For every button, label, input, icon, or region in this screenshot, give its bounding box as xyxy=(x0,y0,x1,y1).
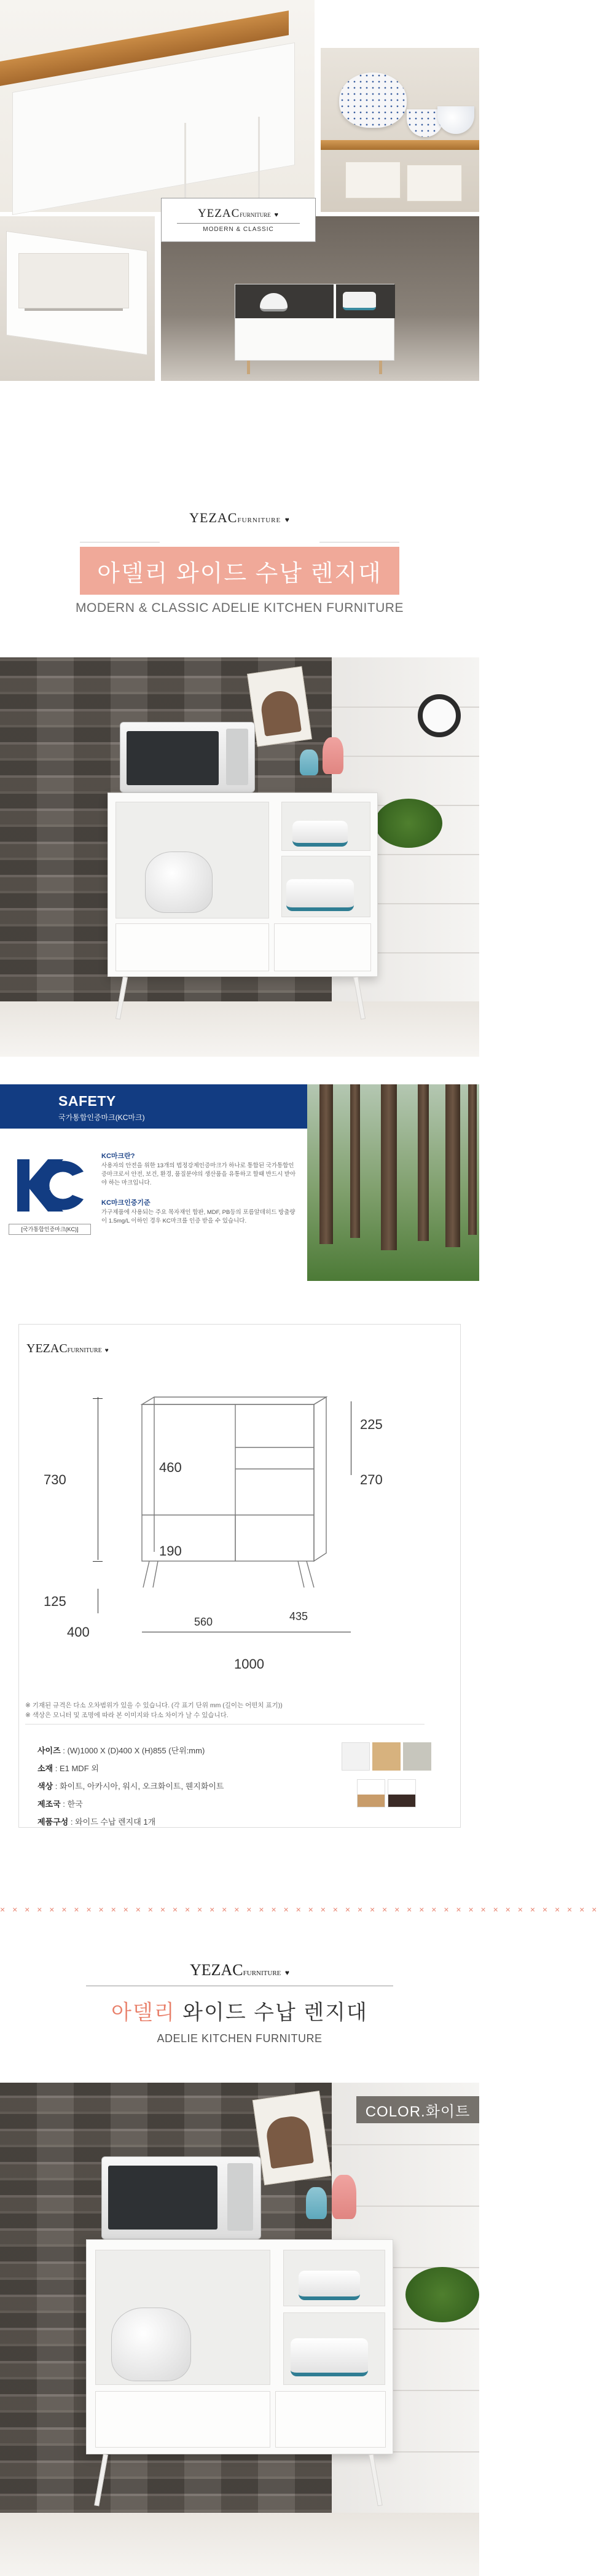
teapot-image xyxy=(339,72,407,128)
product-title-2: 아델리 와이드 수납 렌지대 xyxy=(111,2001,368,2024)
dim-upper-left: 460 xyxy=(159,1460,182,1475)
spec-row-origin: 제조국 : 한국 xyxy=(37,1799,83,1809)
detail-photo-teapot-shelf xyxy=(321,48,479,212)
color-swatch-white xyxy=(342,1742,370,1771)
brand-logo: YEZACFURNITURE ♥ xyxy=(189,510,290,525)
detail-photo-wood-top xyxy=(0,0,315,212)
spec-row-size: 사이즈 : (W)1000 X (D)400 X (H)855 (단위:mm) xyxy=(37,1746,205,1755)
product-title-banner xyxy=(80,547,399,595)
safety-title: SAFETY xyxy=(58,1093,116,1109)
brand-logo: YEZACFURNITURE ♥ xyxy=(26,1342,109,1355)
forest-image xyxy=(307,1084,479,1281)
magazine-image xyxy=(247,666,312,746)
dim-height: 730 xyxy=(44,1472,66,1487)
svg-text:KC: KC xyxy=(49,1189,51,1191)
color-swatch-oak-white xyxy=(357,1779,385,1807)
kc-answer-2: 가구제품에 사용되는 주요 목자재인 합판, MDF, PB등의 포름알데히드 방출량이 1.5mg/L 이하인 경우 KC마크를 인증 받을 수 있습니다. xyxy=(101,1209,296,1224)
safety-subtitle: 국가통합인증마크(KC마크) xyxy=(58,1113,145,1122)
kc-mark-icon xyxy=(11,1153,88,1218)
product-title: 아델리 와이드 수납 렌지대 xyxy=(97,560,382,587)
product-photo-white xyxy=(0,2083,479,2576)
section-divider: × × × × × × × × × × × × × × × × × × × × × × × × × × × × × × × × × × × × × × × × × × × × × × × × × xyxy=(0,1905,599,1914)
dim-width: 1000 xyxy=(234,1656,264,1672)
dimension-drawing xyxy=(105,1392,375,1601)
dim-lower-left: 190 xyxy=(159,1543,182,1559)
microwave-image xyxy=(120,722,255,793)
brand-logo: YEZACFURNITURE ♥ xyxy=(189,1961,290,1979)
collage-tagline: MODERN & CLASSIC xyxy=(203,226,274,233)
detail-photo-drawer xyxy=(0,216,155,381)
collage-brand-badge xyxy=(161,198,316,242)
spec-row-color: 색상 : 화이트, 아카시아, 워시, 오크화이트, 웬지화이트 xyxy=(37,1782,224,1791)
kc-question-2: KC마크인증기준 xyxy=(101,1199,151,1207)
cabinet-image xyxy=(86,2239,393,2454)
dim-right-mid: 270 xyxy=(360,1472,383,1487)
spec-row-contents: 제품구성 : 와이드 수납 렌지대 1개 xyxy=(37,1817,156,1826)
safety-header xyxy=(0,1084,307,1129)
product-subtitle: MODERN & CLASSIC ADELIE KITCHEN FURNITURE xyxy=(76,601,404,615)
hero-collage xyxy=(0,0,479,381)
dim-top-gap: 125 xyxy=(44,1594,66,1609)
cabinet-image xyxy=(108,793,378,977)
color-swatch-acacia xyxy=(372,1742,401,1771)
microwave-image xyxy=(101,2156,261,2239)
size-note-2: ※ 색상은 모니터 및 조명에 따라 본 이미지와 다소 차이가 날 수 있습니다. xyxy=(25,1712,229,1719)
kc-answer-1: 사용자의 안전을 위한 13개의 법정강제인증마크가 하나로 통합된 국가통합인증마크로서 안전, 보건, 환경, 품질분야의 생산품을 유통하고 할때 반드시 받아야 하는 마크입니다. xyxy=(101,1162,296,1186)
dim-inner-width: 560 xyxy=(194,1616,213,1628)
size-spec-section xyxy=(18,1324,461,1828)
dim-right-top: 225 xyxy=(360,1417,383,1432)
kc-caption: [국가통합인증마크(KC)] xyxy=(9,1224,91,1235)
size-note-1: ※ 기재된 규격은 다소 오차범위가 있을 수 있습니다. (각 표기 단위 mm (길이는 어떤치 표기)) xyxy=(25,1702,283,1709)
magazine-image xyxy=(253,2091,331,2185)
color-swatch-wenge-white xyxy=(388,1779,416,1807)
brand-logo: YEZACFURNITURE ♥ xyxy=(197,207,280,220)
color-swatch-wash xyxy=(403,1742,431,1771)
dim-right-width: 435 xyxy=(289,1610,308,1623)
product-subtitle-2: ADELIE KITCHEN FURNITURE xyxy=(157,2032,323,2045)
color-badge: COLOR.화이트 xyxy=(356,2096,479,2123)
dim-depth: 400 xyxy=(67,1624,90,1640)
product-photo-main xyxy=(0,657,479,1057)
safety-section xyxy=(0,1084,479,1281)
spec-row-material: 소재 : E1 MDF 외 xyxy=(37,1764,99,1773)
kc-question-1: KC마크란? xyxy=(101,1153,135,1160)
